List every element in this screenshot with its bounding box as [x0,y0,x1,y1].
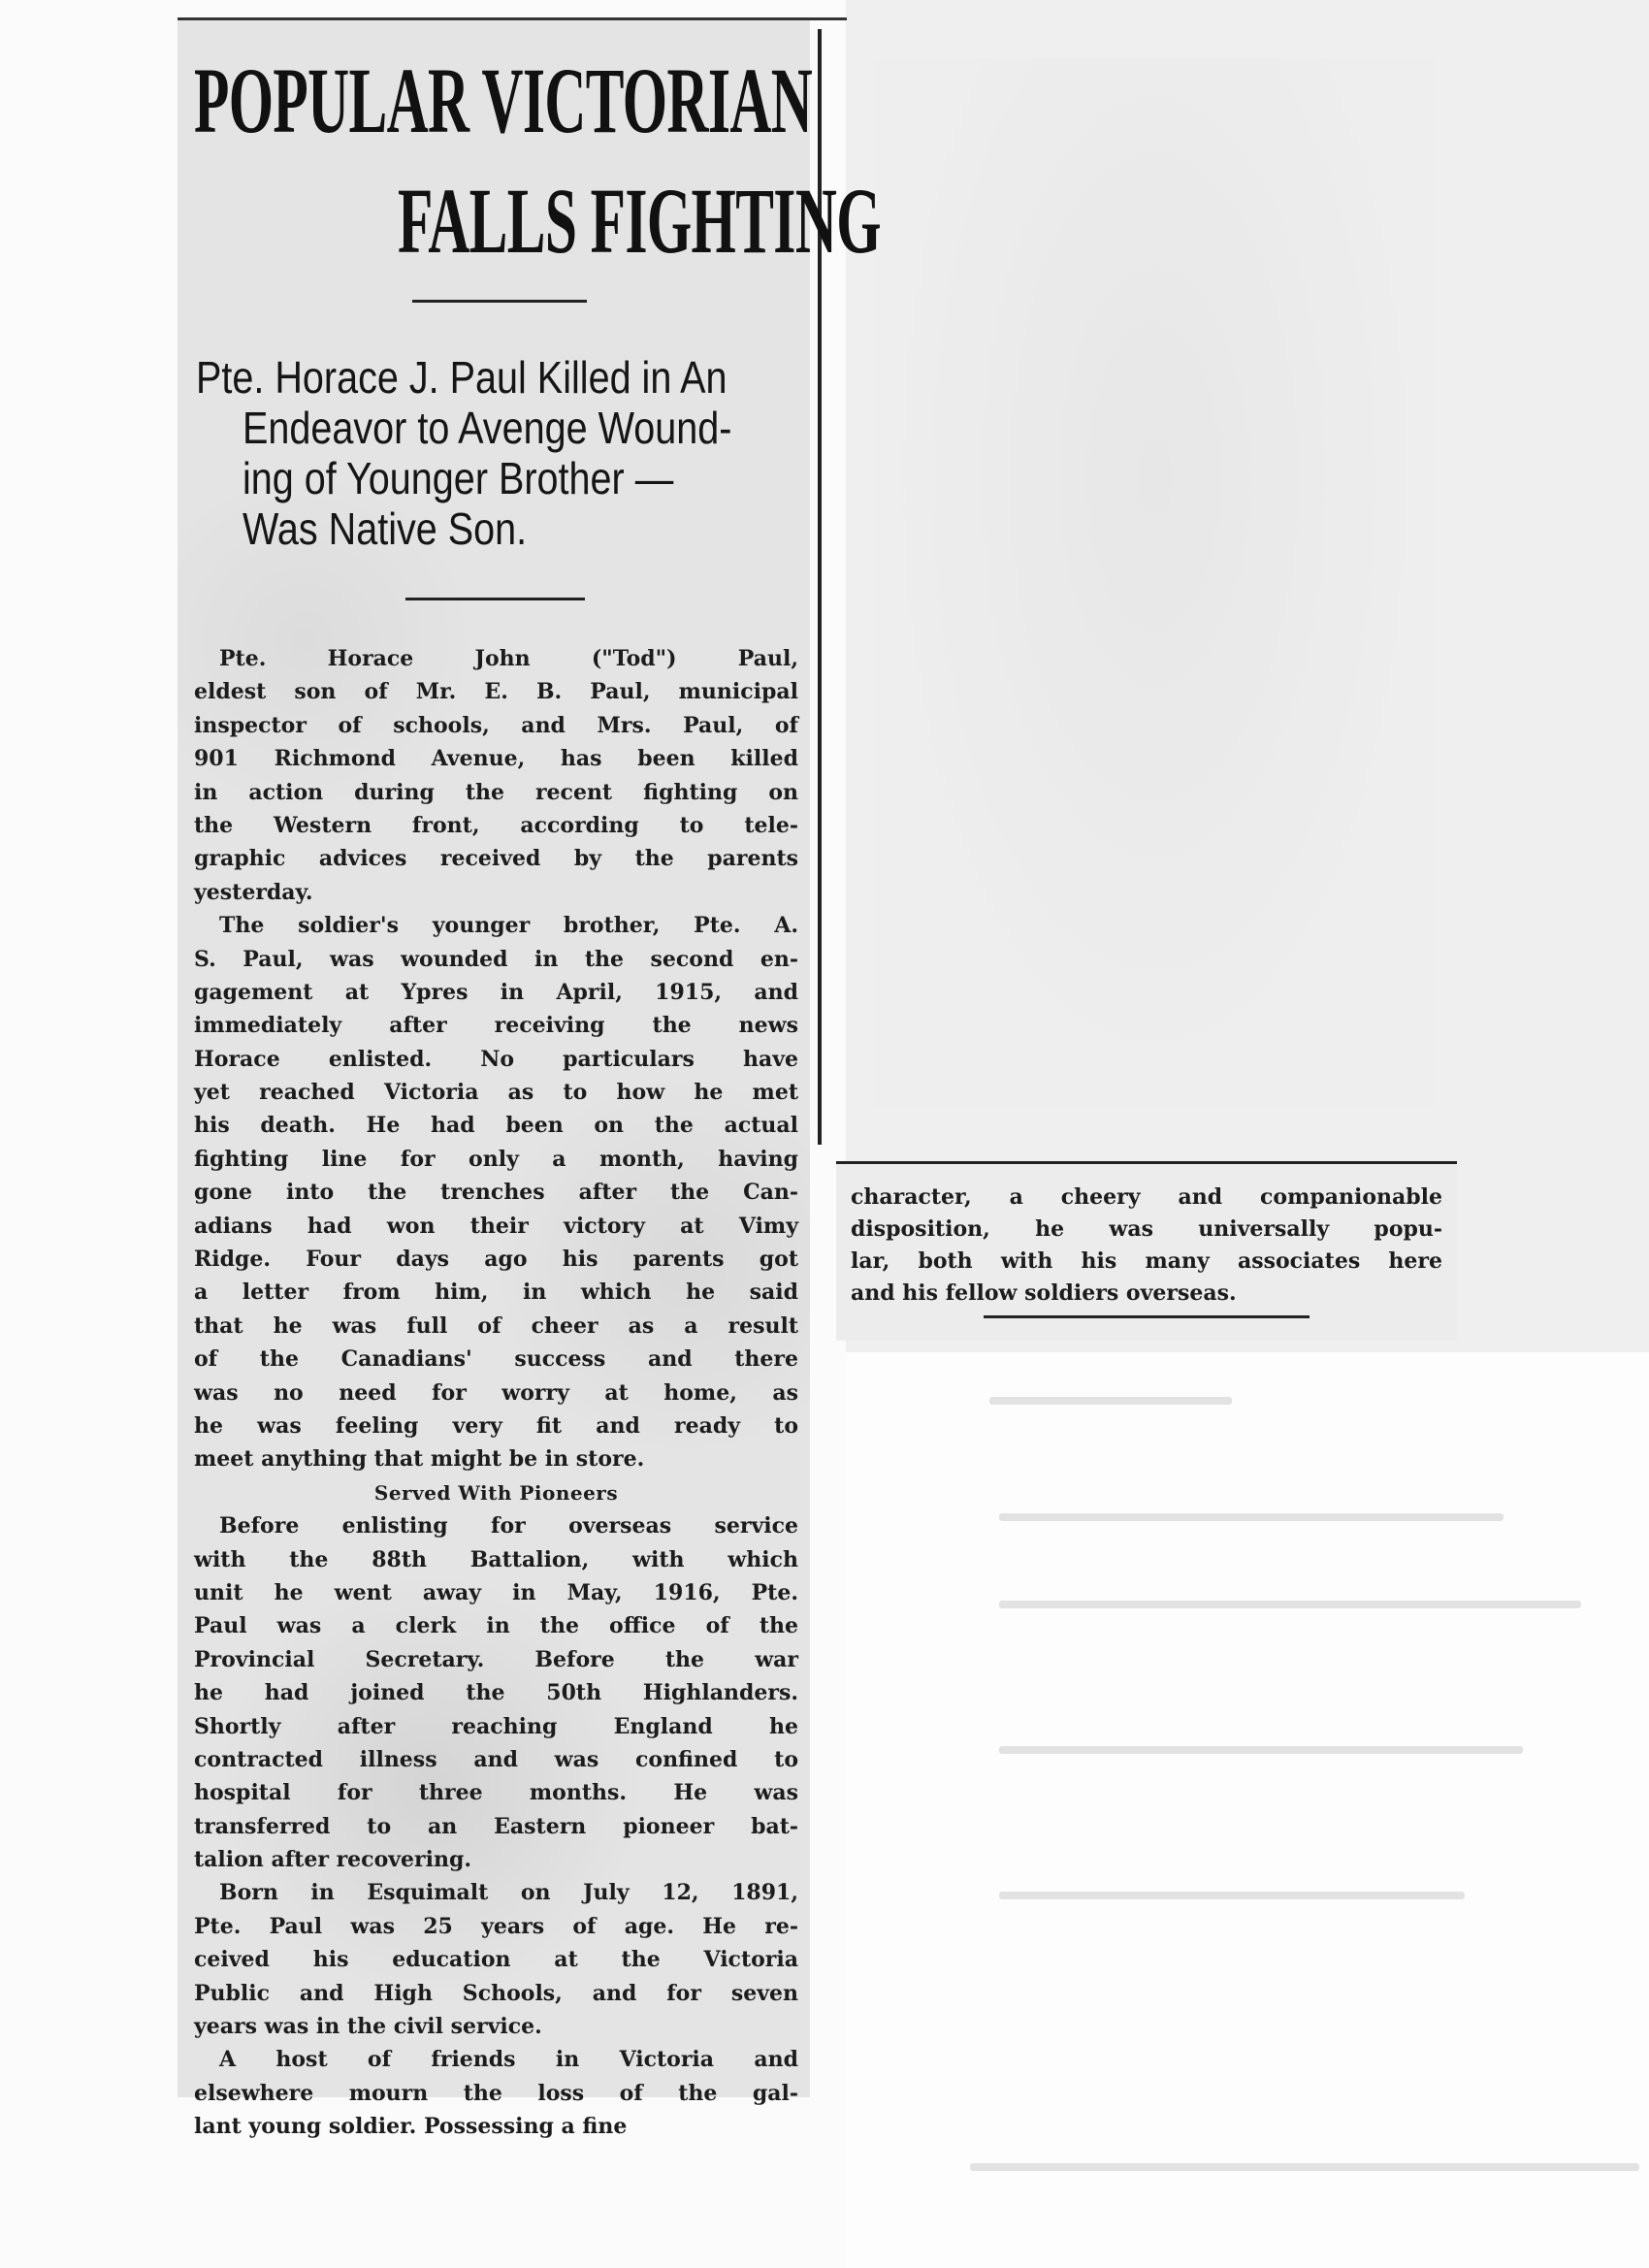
headline-line-2: FALLS FIGHTING [398,169,881,273]
article-body [194,642,798,2144]
article-line: transferred to an Eastern pioneer bat- [194,1813,798,1839]
subheadline-line: Pte. Horace J. Paul Killed in An [196,352,728,403]
article-line: was no need for worry at home, as [194,1379,798,1406]
article-line: Paul was a clerk in the office of the [194,1613,798,1639]
continuation-line: and his fellow soldiers overseas. [851,1280,1237,1306]
article-line: of the Canadians' success and there [194,1346,798,1373]
article-line: Ridge. Four days ago his parents got [194,1247,798,1273]
bleed-through-advert [873,58,1436,1106]
end-rule [984,1315,1310,1318]
article-line: A host of friends in Victoria and [219,2047,798,2073]
article-line: Shortly after reaching England he [194,1713,798,1739]
article-line: Born in Esquimalt on July 12, 1891, [219,1880,798,1906]
continuation-line: lar, both with his many associates here [851,1248,1442,1274]
article-line: elsewhere mourn the loss of the gal- [194,2080,798,2106]
article-line: his death. He had been on the actual [194,1113,798,1139]
article-line: hospital for three months. He was [194,1780,798,1806]
article-line: talion after recovering. [194,1847,472,1873]
subheadline-divider [405,598,585,600]
article-line: a letter from him, in which he said [194,1280,798,1306]
article-line: he was feeling very fit and ready to [194,1412,798,1439]
continuation-line: disposition, he was universally popu- [851,1216,1442,1242]
article-line: Pte. Paul was 25 years of age. He re- [194,1913,798,1939]
continuation-line: character, a cheery and companionable [851,1184,1442,1210]
article-line: adians had won their victory at Vimy [194,1213,798,1239]
subheadline-line: Was Native Son. [242,503,528,554]
article-line: eldest son of Mr. E. B. Paul, municipal [194,679,798,705]
article-line: inspector of schools, and Mrs. Paul, of [194,712,798,738]
article-line: unit he went away in May, 1916, Pte. [194,1579,798,1605]
continuation-box [836,1161,1457,1341]
article-line: ceived his education at the Victoria [194,1947,798,1973]
headline-divider [412,300,587,303]
blank-page-area [846,1352,1649,2268]
article-line: gagement at Ypres in April, 1915, and [194,979,798,1005]
article-line: Provincial Secretary. Before the war [194,1646,798,1672]
article-line: that he was full of cheer as a result [194,1312,798,1339]
article-line: The soldier's younger brother, Pte. A. [219,913,798,939]
article-line: S. Paul, was wounded in the second en- [194,946,798,972]
article-line: in action during the recent fighting on [194,779,798,805]
article-line: Pte. Horace John ("Tod") Paul, [219,646,798,671]
article-line: lant young soldier. Possessing a fine [194,2114,628,2140]
headline-line-1: POPULAR VICTORIAN [194,49,813,152]
article-line: fighting line for only a month, having [194,1146,798,1172]
article-line: 901 Richmond Avenue, has been killed [194,746,798,772]
article-line: meet anything that might be in store. [194,1446,645,1473]
article-line: Horace enlisted. No particulars have [194,1046,798,1072]
article-line: he had joined the 50th Highlanders. [194,1680,798,1706]
article-line: the Western front, according to tele- [194,812,798,838]
article-line: years was in the civil service. [194,2014,542,2040]
top-rule [178,17,847,20]
article-line: graphic advices received by the parents [194,846,798,872]
subheadline-line: ing of Younger Brother — [242,453,674,503]
article-line: Before enlisting for overseas service [219,1513,798,1539]
article-line: yesterday. [194,879,313,905]
article-line: contracted illness and was confined to [194,1746,798,1772]
article-line: yet reached Victoria as to how he met [194,1080,798,1106]
article-line: Public and High Schools, and for seven [194,1980,798,2006]
section-heading: Served With Pioneers [373,1480,619,1505]
subheadline-line: Endeavor to Avenge Wound- [242,403,732,453]
article-line: immediately after receiving the news [194,1013,798,1039]
article-line: gone into the trenches after the Can- [194,1180,798,1206]
article-line: with the 88th Battalion, with which [194,1546,798,1572]
